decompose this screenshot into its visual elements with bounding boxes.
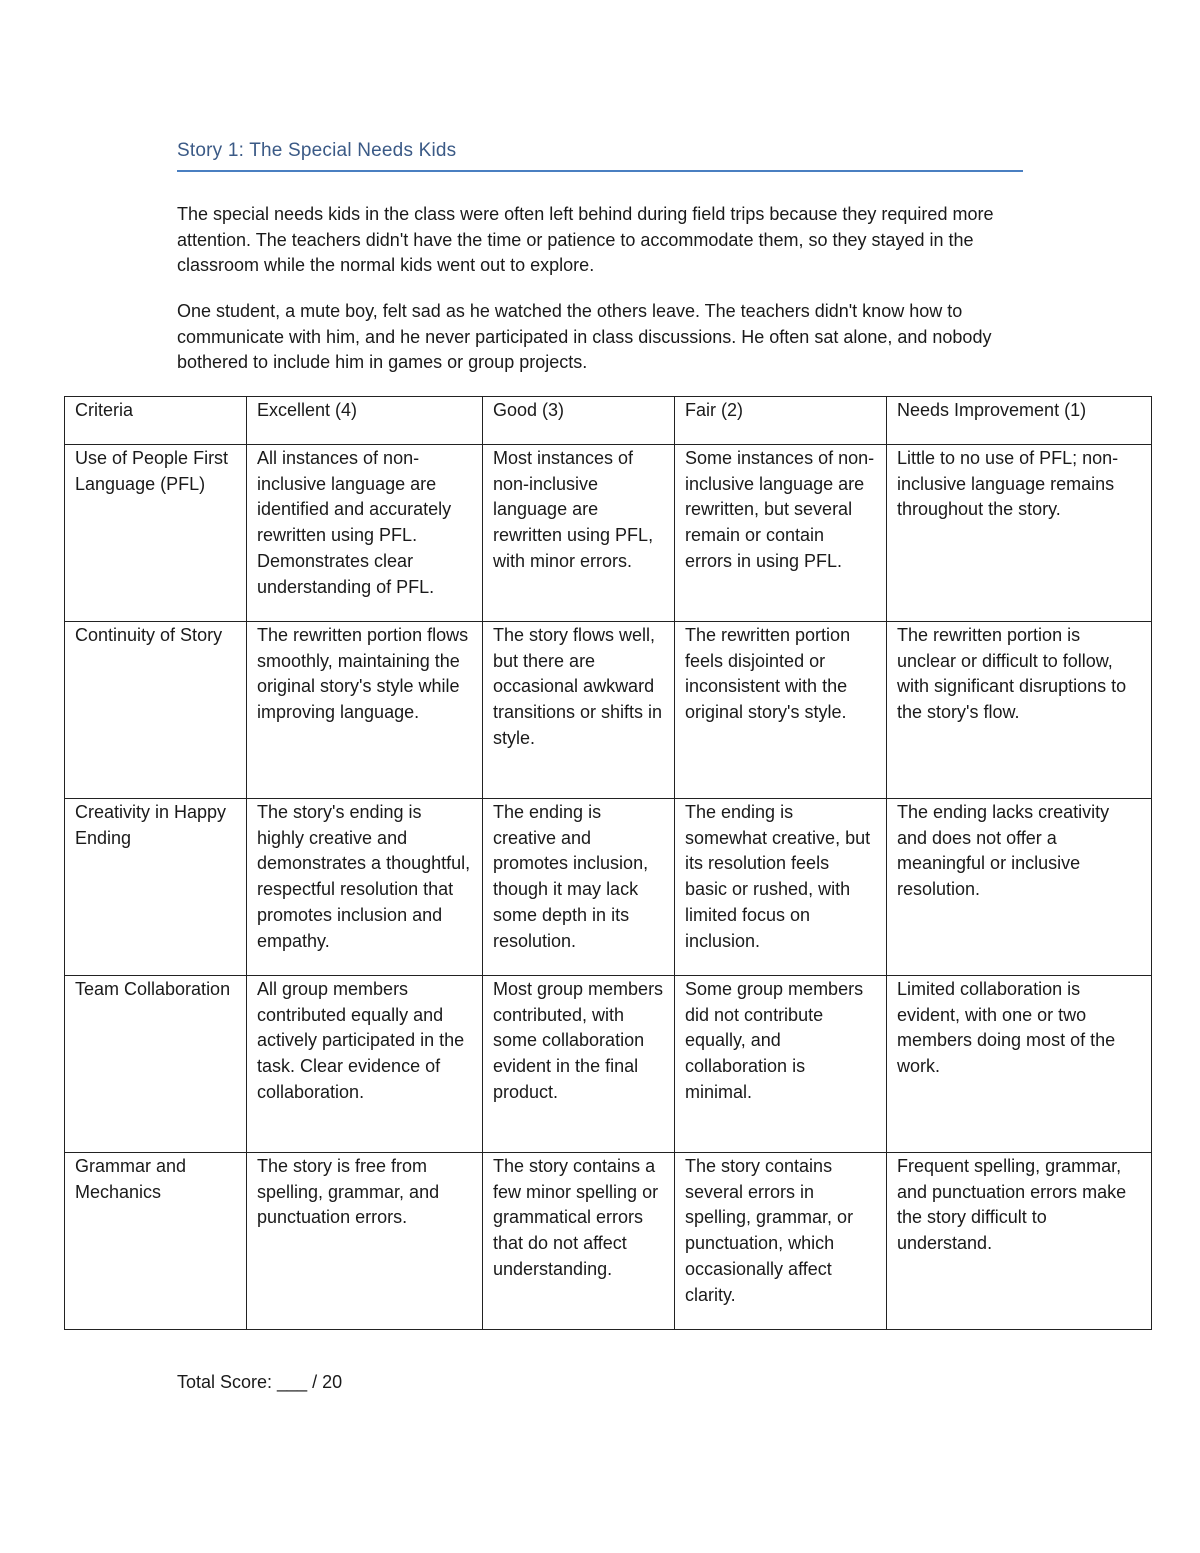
fair-cell: The ending is somewhat creative, but its resolution feels basic or rushed, with limited focus on inclusion. bbox=[675, 799, 887, 976]
story-title: Story 1: The Special Needs Kids bbox=[177, 140, 457, 161]
header-excellent: Excellent (4) bbox=[247, 397, 483, 445]
needs-improvement-cell: Little to no use of PFL; non-inclusive language remains throughout the story. bbox=[887, 445, 1152, 622]
needs-improvement-cell: The ending lacks creativity and does not offer a meaningful or inclusive resolution. bbox=[887, 799, 1152, 976]
excellent-cell: All group members contributed equally and actively participated in the task. Clear evidence of collaboration. bbox=[247, 976, 483, 1153]
criteria-cell: Continuity of Story bbox=[65, 622, 247, 799]
story-paragraph-1: The special needs kids in the class were often left behind during field trips because they required more attention. The teachers didn't have the time or patience to accommodate them, so they stayed in the classroom while the normal kids went out to explore. bbox=[177, 204, 994, 276]
good-cell: The ending is creative and promotes inclusion, though it may lack some depth in its resolution. bbox=[483, 799, 675, 976]
rubric-row-pfl bbox=[65, 445, 1152, 622]
good-cell: Most instances of non-inclusive language are rewritten using PFL, with minor errors. bbox=[483, 445, 675, 622]
excellent-cell: The rewritten portion flows smoothly, maintaining the original story's style while improving language. bbox=[247, 622, 483, 799]
rubric-row-creativity bbox=[65, 799, 1152, 976]
excellent-cell: The story is free from spelling, grammar, and punctuation errors. bbox=[247, 1153, 483, 1330]
header-needs-improvement: Needs Improvement (1) bbox=[887, 397, 1152, 445]
needs-improvement-cell: Frequent spelling, grammar, and punctuation errors make the story difficult to understand. bbox=[887, 1153, 1152, 1330]
good-cell: Most group members contributed, with some collaboration evident in the final product. bbox=[483, 976, 675, 1153]
rubric-row-grammar bbox=[65, 1153, 1152, 1330]
needs-improvement-cell: The rewritten portion is unclear or difficult to follow, with significant disruptions to the story's flow. bbox=[887, 622, 1152, 799]
criteria-cell: Team Collaboration bbox=[65, 976, 247, 1153]
fair-cell: Some instances of non-inclusive language are rewritten, but several remain or contain errors in using PFL. bbox=[675, 445, 887, 622]
fair-cell: Some group members did not contribute equally, and collaboration is minimal. bbox=[675, 976, 887, 1153]
header-fair: Fair (2) bbox=[675, 397, 887, 445]
total-score: Total Score: ___ / 20 bbox=[177, 1372, 343, 1392]
header-good: Good (3) bbox=[483, 397, 675, 445]
story-paragraph-2: One student, a mute boy, felt sad as he watched the others leave. The teachers didn't know how to communicate with him, and he never participated in class discussions. He often sat alone, and nobody bothered to include him in games or group projects. bbox=[177, 301, 992, 373]
good-cell: The story flows well, but there are occasional awkward transitions or shifts in style. bbox=[483, 622, 675, 799]
header-criteria: Criteria bbox=[65, 397, 247, 445]
rubric-row-collaboration bbox=[65, 976, 1152, 1153]
rubric-table bbox=[64, 396, 1152, 1330]
fair-cell: The story contains several errors in spelling, grammar, or punctuation, which occasionally affect clarity. bbox=[675, 1153, 887, 1330]
criteria-cell: Creativity in Happy Ending bbox=[65, 799, 247, 976]
rubric-row-continuity bbox=[65, 622, 1152, 799]
excellent-cell: All instances of non-inclusive language are identified and accurately rewritten using PFL. Demonstrates clear understanding of PFL. bbox=[247, 445, 483, 622]
title-underline bbox=[177, 170, 1023, 172]
rubric-header-row bbox=[65, 397, 1152, 445]
good-cell: The story contains a few minor spelling or grammatical errors that do not affect understanding. bbox=[483, 1153, 675, 1330]
needs-improvement-cell: Limited collaboration is evident, with one or two members doing most of the work. bbox=[887, 976, 1152, 1153]
criteria-cell: Use of People First Language (PFL) bbox=[65, 445, 247, 622]
excellent-cell: The story's ending is highly creative and demonstrates a thoughtful, respectful resolution that promotes inclusion and empathy. bbox=[247, 799, 483, 976]
criteria-cell: Grammar and Mechanics bbox=[65, 1153, 247, 1330]
fair-cell: The rewritten portion feels disjointed or inconsistent with the original story's style. bbox=[675, 622, 887, 799]
